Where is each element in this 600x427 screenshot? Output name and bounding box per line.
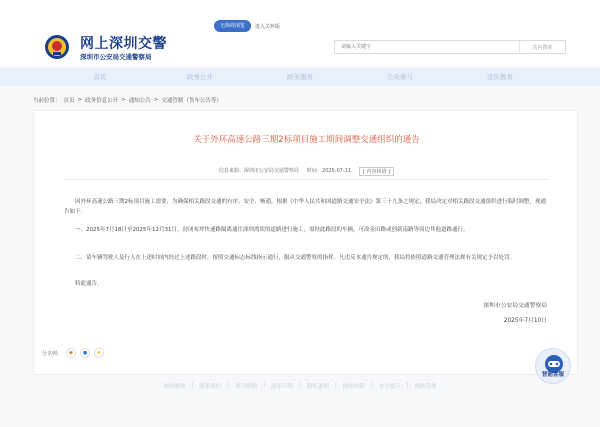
nav-item-gov-affairs[interactable]: 政务公开 [187,73,213,81]
weibo-icon[interactable]: ◉ [66,348,76,358]
star-icon[interactable]: ★ [94,348,104,358]
share-label: 分享到： [42,350,63,357]
footer-link[interactable]: 网站地图 [163,384,186,390]
intro-paragraph: 因外环高速公路三期2标项目施工需要，为确保相关路段交通的有序、安全、畅通，根据《中华人民共和国道路交通安全法》第三十九条之规定，我局决定对相关路段交通组织进行临时调整，现通告如下： [64,199,547,215]
police-emblem-icon [44,34,70,60]
article-title: 关于外环高速公路三期2标项目施工期间调整交通组织的通告 [193,135,420,145]
breadcrumb-home[interactable]: 首页 [63,98,75,104]
footer-link[interactable]: 隐私说明 [306,384,329,390]
care-mode-link[interactable]: 进入关怀版 [255,23,281,30]
breadcrumb-sep: > [153,97,159,103]
breadcrumb-sep: > [121,97,126,103]
article-meta [34,167,579,176]
assistant-label[interactable]: 智能客服 [541,372,564,378]
qq-icon[interactable]: ● [80,348,90,358]
footer-sep: | [227,382,230,388]
closing-paragraph: 特此通告。 [75,281,103,287]
source-value: 深圳市公安局交通警察局 [243,168,299,174]
robot-icon [536,349,572,385]
date-value: 2025-07-11 [321,168,351,174]
footer-link[interactable]: 网站纠错 [342,384,365,390]
date-label: 时间： [306,168,322,174]
search-input[interactable] [335,41,519,53]
breadcrumb [33,96,222,104]
footer-sep: | [263,382,266,388]
footer-sep: | [406,382,409,388]
footer-sep: | [334,382,337,388]
share-bar [42,348,104,358]
item-2-paragraph: 二、请车辆驾驶人及行人在上述时间内经过上述路段时，按照交通标志标线指示通行，服从交通警察的指挥。凡违反本通告规定的，我局将依照道路交通管理法规有关规定予以处罚。 [75,255,516,261]
breadcrumb-info[interactable]: 政务信息公开 [85,98,119,104]
site-title[interactable]: 网上深圳交警 [80,36,167,52]
footer-link[interactable]: 网站管理 [414,384,437,390]
breadcrumb-sep: > [77,97,83,103]
footer-link[interactable]: 使用帮助 [235,384,258,390]
nav-item-home[interactable]: 首页 [93,73,107,81]
nav-item-education[interactable]: 宣传教育 [487,73,513,81]
footer-sep: | [299,382,301,388]
divider [64,179,549,180]
footer-links [0,382,600,390]
item-1-paragraph: 一、2025年7月18日至2025年12月31日，封闭布坪快速路隔离通往深圳湾状的道路进行施工，需经此路段的车辆，可改金田路或创新南路等周边其他道路通行。 [75,227,469,233]
footer-link[interactable]: 法律声明 [271,384,294,390]
nav-item-participation[interactable]: 公众参与 [387,73,413,81]
accessibility-button[interactable]: 无障碍浏览 [214,20,251,32]
source-label: 信息来源： [218,168,244,174]
main-nav [0,68,600,86]
site-subtitle: 深圳市公安局交通警察局 [80,53,152,61]
breadcrumb-traffic[interactable]: 交通管制（货车公告等） [161,98,222,104]
article-panel [33,110,578,375]
search-box [334,40,566,54]
sign-org: 深圳市公安局交通警察局 [483,303,547,309]
footer-link[interactable]: 联系我们 [199,384,222,390]
nav-item-services[interactable]: 政务服务 [287,73,313,81]
correction-button[interactable]: [ 内容纠错 ] [359,167,394,176]
search-button[interactable]: 站内搜索 [519,41,565,53]
breadcrumb-label: 当前位置： [33,98,61,104]
top-bar [0,0,600,66]
footer-sep: | [191,382,194,388]
footer-sep: | [370,382,373,388]
accessibility-bar [214,20,280,32]
sign-date: 2025年7月10日 [503,318,547,324]
breadcrumb-notices[interactable]: 通知公告 [128,98,151,104]
assistant-icon[interactable] [535,348,571,384]
footer-link[interactable]: 安全提示 [378,384,401,390]
